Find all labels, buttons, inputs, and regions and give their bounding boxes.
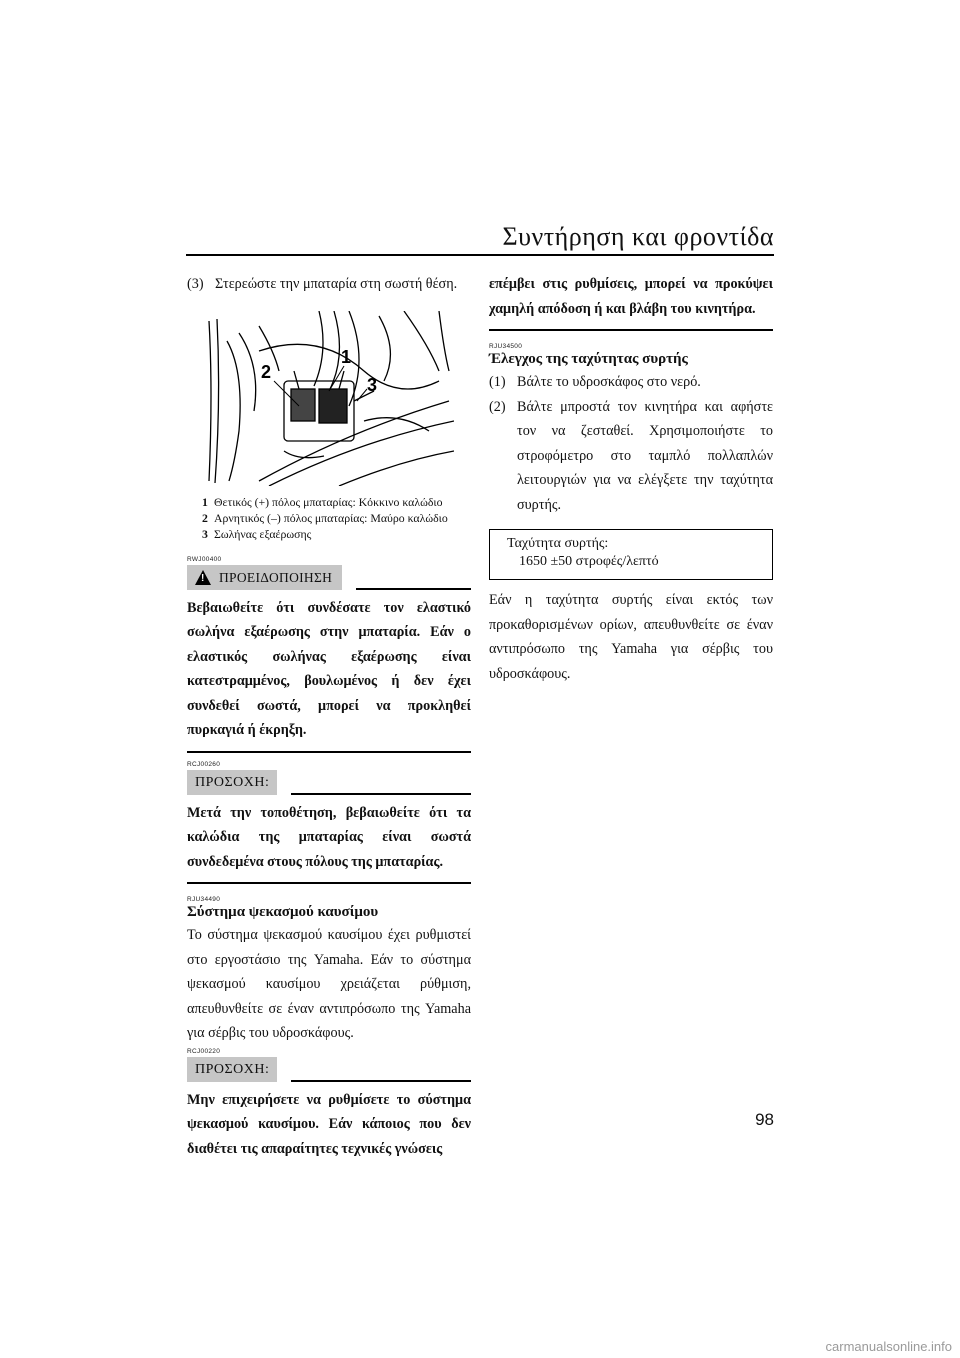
page-header-title: Συντήρηση και φροντίδα — [502, 222, 774, 251]
caution1-label: ΠΡΟΣΟΧΗ: — [187, 770, 277, 795]
legend-item: 2 Αρνητικός (–) πόλος μπαταρίας: Μαύρο καλώδιο — [202, 510, 448, 525]
caution2-bar — [187, 1057, 471, 1082]
caution2-text: Μην επιχειρήσετε να ρυθμίσετε το σύστημα ψεκασμού καυσίμου. Εάν κάποιος που δεν διαθέτει τις απαραίτητες τεχνικές γνώσεις — [187, 1091, 471, 1157]
warning-rule — [356, 588, 471, 590]
step-3 — [187, 272, 471, 297]
warning-code: RWJ00400 — [187, 555, 222, 563]
battery-figure — [199, 311, 454, 486]
legend-item: 3 Σωλήνας εξαέρωσης — [202, 526, 312, 541]
caution1-bar — [187, 770, 471, 795]
battery-illustration — [199, 311, 454, 486]
watermark: carmanualsonline.info — [825, 1339, 952, 1354]
caution1-text: Μετά την τοποθέτηση, βεβαιωθείτε ότι τα καλώδια της μπαταρίας είναι σωστά συνδεδεμένα στους πόλους της μπαταρίας. — [187, 804, 471, 870]
section-code: RJU34490 — [187, 896, 221, 903]
caution2-end-rule — [489, 329, 773, 331]
warning-label-box — [187, 565, 342, 590]
legend-item: 1 Θετικός (+) πόλος μπαταρίας: Κόκκινο καλώδιο — [202, 494, 443, 509]
section2-code: RJU34500 — [489, 343, 523, 350]
callout-1: 1 — [341, 346, 352, 367]
warning-triangle-icon: ! — [195, 570, 211, 585]
step-number: (3) — [187, 276, 204, 292]
warning-label: ΠΡΟΕΙΔΟΠΟΙΗΣΗ — [219, 569, 333, 585]
section-text: Το σύστημα ψεκασμού καυσίμου έχει ρυθμιστεί στο εργοστάσιο της Yamaha. Εάν το σύστημα ψεκασμού καυσίμου χρειάζεται ρύθμιση, απευθυνθείτε σε έναν αντιπρόσωπο της Yamaha για σέρβις του υδροσκάφους. — [187, 927, 471, 1041]
warning-bar — [187, 565, 471, 590]
callout-3: 3 — [367, 374, 378, 395]
spec-box — [489, 529, 773, 580]
spec-value: 1650 ±50 στροφές/λεπτό — [519, 554, 659, 569]
right-column — [489, 272, 773, 686]
caution2-rule — [291, 1080, 471, 1082]
header-rule — [186, 254, 774, 256]
warning-end-rule — [187, 751, 471, 753]
figure-legend — [202, 494, 471, 542]
page-number: 98 — [755, 1110, 774, 1129]
section2-heading: Έλεγχος της ταχύτητας συρτής — [489, 351, 688, 367]
caution2-code: RCJ00220 — [187, 1047, 221, 1055]
caution2-continued: επέμβει στις ρυθμίσεις, μπορεί να προκύψει χαμηλή απόδοση ή και βλάβη του κινητήρα. — [489, 276, 773, 317]
warning-text: Βεβαιωθείτε ότι συνδέσατε τον ελαστικό σωλήνα εξαέρωσης στην μπαταρία. Εάν ο ελαστικός σωλήνας εξαέρωσης είναι κατεστραμμένος, βουλωμένος ή δεν έχει συνδεθεί σωστά, μπορεί να προκληθεί πυρκαγιά ή έκρηξη. — [187, 599, 471, 738]
step-2: (2) Βάλτε μπροστά τον κινητήρα και αφήστε τον να ζεσταθεί. Χρησιμοποιήστε το στροφόμετρο στο ταμπλό πολλαπλών λειτουργιών για να ελέγξετε την ταχύτητα συρτής. — [489, 398, 773, 513]
section-heading: Σύστημα ψεκασμού καυσίμου — [187, 904, 379, 920]
caution1-rule — [291, 793, 471, 795]
right-text: Εάν η ταχύτητα συρτής είναι εκτός των προκαθορισμένων ορίων, απευθυνθείτε σε έναν αντιπρόσωπο της Yamaha για σέρβις του υδροσκάφους. — [489, 592, 773, 682]
caution2-label: ΠΡΟΣΟΧΗ: — [187, 1057, 277, 1082]
caution1-end-rule — [187, 882, 471, 884]
caution1-code: RCJ00260 — [187, 760, 221, 768]
step-text: Στερεώστε την μπαταρία στη σωστή θέση. — [215, 276, 458, 292]
step-1: (1) Βάλτε το υδροσκάφος στο νερό. — [489, 374, 701, 390]
callout-2: 2 — [261, 361, 272, 382]
left-column — [187, 272, 471, 1161]
spec-label: Ταχύτητα συρτής: — [507, 536, 609, 551]
